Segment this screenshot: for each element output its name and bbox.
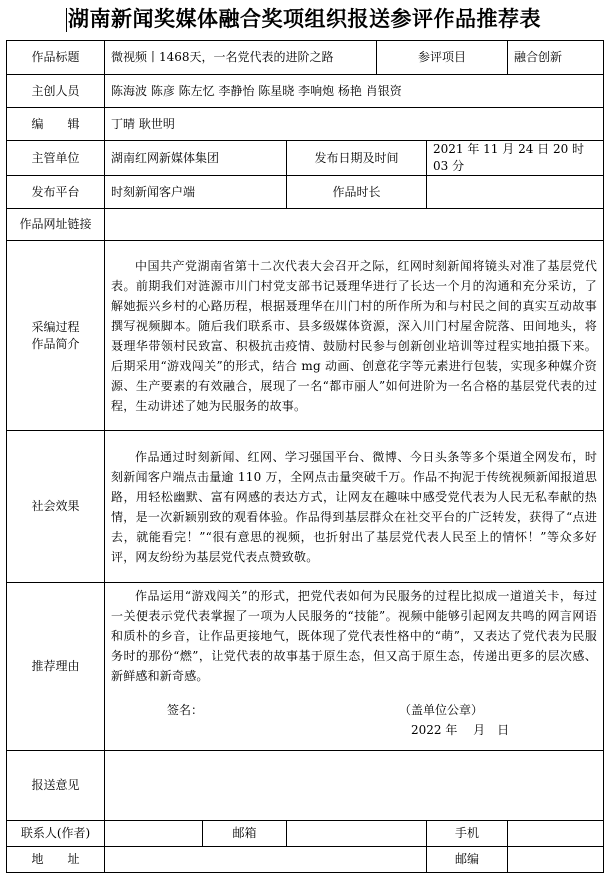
value-reason[interactable]: 作品运用“游戏闯关”的形式，把党代表如何为民服务的过程比拟成一道道关卡，每过一关便表示党代表掌握了一项为人民服务的“技能”。视频中能够引起网友共鸣的网言网语和质朴的乡音，让作品更接地气，既体现了党代表性格中的“萌”，又表达了党代表为民服务时的那份“燃”，让党代表的故事基于原生态，但又高于原生态，传递出更多的层次感、新鲜感和新奇感。 <box>111 589 598 683</box>
label-effect: 社会效果 <box>7 431 105 583</box>
label-work-title: 作品标题 <box>7 41 105 75</box>
row-reason <box>7 583 604 751</box>
label-postcode: 邮编 <box>427 847 508 873</box>
value-unit[interactable]: 湖南红网新媒体集团 <box>105 141 287 176</box>
value-phone[interactable] <box>508 821 604 847</box>
label-address: 地 址 <box>7 847 105 873</box>
row-url <box>7 209 604 241</box>
sign-label: 签名： <box>167 703 204 717</box>
row-opinion <box>7 751 604 821</box>
row-work-title <box>7 41 604 75</box>
value-work-title[interactable]: 微视频丨1468天，一名党代表的进阶之路 <box>105 41 377 75</box>
page-title: 湖南新闻奖媒体融合奖项组织报送参评作品推荐表 <box>68 7 541 31</box>
label-creators: 主创人员 <box>7 75 105 108</box>
row-unit <box>7 141 604 176</box>
row-effect <box>7 431 604 583</box>
label-phone: 手机 <box>427 821 508 847</box>
value-postcode[interactable] <box>508 847 604 873</box>
text-cursor <box>66 8 67 32</box>
row-address <box>7 847 604 873</box>
value-creators[interactable]: 陈海波 陈彦 陈左忆 李静怡 陈星晓 李响炮 杨艳 肖银资 <box>105 75 604 108</box>
value-category[interactable]: 融合创新 <box>508 41 604 75</box>
value-editors[interactable]: 丁晴 耿世明 <box>105 108 604 141</box>
label-contact: 联系人(作者) <box>7 821 105 847</box>
value-effect[interactable]: 作品通过时刻新闻、红网、学习强国平台、微博、今日头条等多个渠道全网发布，时刻新闻客户端点击量逾 110 万，全网点击量突破千万。作品不拘泥于传统视频新闻报道思路，用轻松幽默、富有网感的表达方式，让网友在趣味中感受党代表为人民无私奉献的热情，是一次新颖别致的观看体验。作品得到基层群众在社交平台的广泛转发，获得了“点进去，就能看完！”“很有意思的视频，也折射出了基层党代表人民至上的情怀！”等众多好评，网友纷纷为基层党代表点赞致敬。 <box>105 431 604 583</box>
value-mailbox[interactable] <box>287 821 427 847</box>
label-editors: 编 辑 <box>7 108 105 141</box>
value-platform[interactable]: 时刻新闻客户端 <box>105 176 287 209</box>
label-intro: 采编过程作品简介 <box>7 241 105 431</box>
label-reason: 推荐理由 <box>7 583 105 751</box>
row-editors <box>7 108 604 141</box>
row-platform <box>7 176 604 209</box>
label-duration: 作品时长 <box>287 176 427 209</box>
label-pub-time: 发布日期及时间 <box>287 141 427 176</box>
signature-block <box>111 686 597 744</box>
value-reason-cell <box>105 583 604 751</box>
label-platform: 发布平台 <box>7 176 105 209</box>
value-pub-time[interactable]: 2021 年 11 月 24 日 20 时 03 分 <box>427 141 604 176</box>
seal-text: （盖单位公章） <box>399 703 484 717</box>
value-duration[interactable] <box>427 176 604 209</box>
label-unit: 主管单位 <box>7 141 105 176</box>
row-intro <box>7 241 604 431</box>
row-creators <box>7 75 604 108</box>
value-intro[interactable]: 中国共产党湖南省第十二次代表大会召开之际，红网时刻新闻将镜头对准了基层党代表。前期我们对涟源市川门村党支部书记聂理华进行了长达一个月的沟通和充分采访，了解她振兴乡村的心路历程，根据聂理华在川门村的所作所为和与村民之间的真实互动故事撰写视频脚本。随后我们联系市、县多级媒体资源，深入川门村屋舍院落、田间地头，将聂理华带领村民致富、积极抗击疫情、鼓励村民参与创新创业培训等过程实地拍摄下来。后期采用“游戏闯关”的形式，结合 mg 动画、创意花字等元素进行包装，实现多种媒介资源、生产要素的有效融合，展现了一名“都市丽人”如何进阶为一名合格的基层党代表的过程，生动讲述了她为民服务的故事。 <box>105 241 604 431</box>
value-opinion[interactable] <box>105 751 604 821</box>
recommendation-form <box>6 40 604 873</box>
row-contact <box>7 821 604 847</box>
value-contact[interactable] <box>105 821 203 847</box>
value-url[interactable] <box>105 209 604 241</box>
label-opinion: 报送意见 <box>7 751 105 821</box>
label-url: 作品网址链接 <box>7 209 105 241</box>
label-category: 参评项目 <box>377 41 508 75</box>
label-mailbox: 邮箱 <box>203 821 287 847</box>
sign-date: 2022 年 月 日 <box>411 723 510 737</box>
value-address[interactable] <box>105 847 427 873</box>
